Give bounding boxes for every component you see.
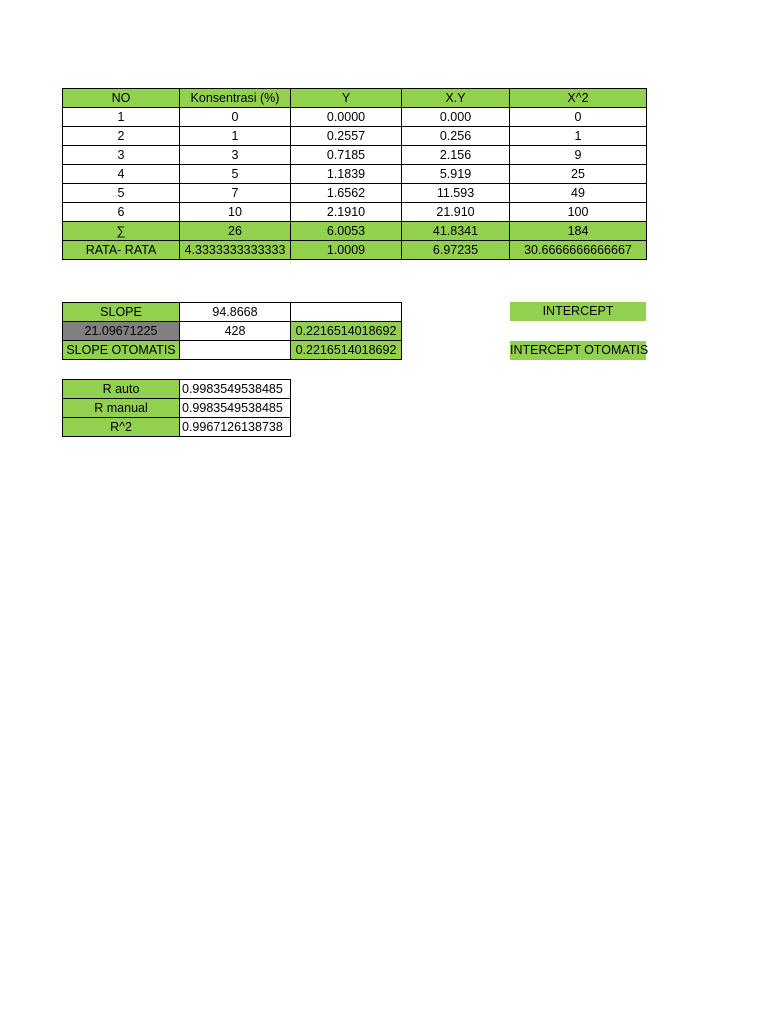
average-x2[interactable]: 30.6666666666667 bbox=[510, 241, 647, 260]
average-row bbox=[63, 241, 647, 260]
slope-auto-label[interactable]: SLOPE OTOMATIS bbox=[63, 341, 180, 360]
cell[interactable]: 1.1839 bbox=[291, 165, 402, 184]
cell[interactable]: 7 bbox=[180, 184, 291, 203]
slope-value[interactable]: 0.2216514018692 bbox=[291, 322, 402, 341]
r-auto-label[interactable]: R auto bbox=[63, 380, 180, 399]
empty-cell[interactable] bbox=[291, 303, 402, 322]
cell[interactable]: 2.1910 bbox=[291, 203, 402, 222]
r-manual-value[interactable]: 0.9983549538485 bbox=[180, 399, 291, 418]
cell[interactable]: 1.6562 bbox=[291, 184, 402, 203]
cell[interactable]: 49 bbox=[510, 184, 647, 203]
header-konsentrasi[interactable]: Konsentrasi (%) bbox=[180, 89, 291, 108]
cell[interactable]: 0.7185 bbox=[291, 146, 402, 165]
table-row bbox=[63, 146, 647, 165]
header-x2[interactable]: X^2 bbox=[510, 89, 647, 108]
cell[interactable]: 2 bbox=[63, 127, 180, 146]
table-row bbox=[63, 165, 647, 184]
cell[interactable]: 10 bbox=[180, 203, 291, 222]
cell[interactable]: 3 bbox=[180, 146, 291, 165]
cell[interactable]: 3 bbox=[63, 146, 180, 165]
slope-auto-row bbox=[63, 341, 402, 360]
sum-konsentrasi[interactable]: 26 bbox=[180, 222, 291, 241]
slope-denominator-label[interactable]: 21.09671225 bbox=[63, 322, 180, 341]
header-y[interactable]: Y bbox=[291, 89, 402, 108]
sum-row bbox=[63, 222, 647, 241]
cell[interactable]: 0.256 bbox=[402, 127, 510, 146]
slope-denominator[interactable]: 428 bbox=[180, 322, 291, 341]
r-table bbox=[62, 379, 291, 437]
r-squared-value[interactable]: 0.9967126138738 bbox=[180, 418, 291, 437]
main-table bbox=[62, 88, 647, 260]
header-row bbox=[63, 89, 647, 108]
slope-denominator-row bbox=[63, 322, 402, 341]
sum-xy[interactable]: 41.8341 bbox=[402, 222, 510, 241]
r-squared-row bbox=[63, 418, 291, 437]
table-row bbox=[63, 127, 647, 146]
cell[interactable]: 25 bbox=[510, 165, 647, 184]
r-auto-value[interactable]: 0.9983549538485 bbox=[180, 380, 291, 399]
slope-auto-value[interactable]: 0.2216514018692 bbox=[291, 341, 402, 360]
cell[interactable]: 5.919 bbox=[402, 165, 510, 184]
slope-label[interactable]: SLOPE bbox=[63, 303, 180, 322]
cell[interactable]: 11.593 bbox=[402, 184, 510, 203]
cell[interactable]: 5 bbox=[63, 184, 180, 203]
cell[interactable]: 0 bbox=[510, 108, 647, 127]
slope-row bbox=[63, 303, 402, 322]
intercept-label[interactable]: INTERCEPT bbox=[510, 302, 646, 321]
sum-y[interactable]: 6.0053 bbox=[291, 222, 402, 241]
slope-table bbox=[62, 302, 402, 360]
cell[interactable]: 6 bbox=[63, 203, 180, 222]
cell[interactable]: 4 bbox=[63, 165, 180, 184]
header-xy[interactable]: X.Y bbox=[402, 89, 510, 108]
r-auto-row bbox=[63, 380, 291, 399]
r-manual-row bbox=[63, 399, 291, 418]
header-no[interactable]: NO bbox=[63, 89, 180, 108]
r-manual-label[interactable]: R manual bbox=[63, 399, 180, 418]
cell[interactable]: 1 bbox=[180, 127, 291, 146]
intercept-auto-label[interactable]: INTERCEPT OTOMATIS bbox=[510, 341, 646, 360]
cell[interactable]: 21.910 bbox=[402, 203, 510, 222]
cell[interactable]: 0.0000 bbox=[291, 108, 402, 127]
cell[interactable]: 1 bbox=[510, 127, 647, 146]
table-row bbox=[63, 184, 647, 203]
cell[interactable]: 9 bbox=[510, 146, 647, 165]
cell[interactable]: 5 bbox=[180, 165, 291, 184]
slope-numerator[interactable]: 94.8668 bbox=[180, 303, 291, 322]
empty-cell[interactable] bbox=[180, 341, 291, 360]
cell[interactable]: 0.000 bbox=[402, 108, 510, 127]
cell[interactable]: 2.156 bbox=[402, 146, 510, 165]
average-label[interactable]: RATA- RATA bbox=[63, 241, 180, 260]
sum-symbol[interactable]: ∑ bbox=[63, 222, 180, 241]
cell[interactable]: 1 bbox=[63, 108, 180, 127]
cell[interactable]: 100 bbox=[510, 203, 647, 222]
average-y[interactable]: 1.0009 bbox=[291, 241, 402, 260]
sum-x2[interactable]: 184 bbox=[510, 222, 647, 241]
average-xy[interactable]: 6.97235 bbox=[402, 241, 510, 260]
table-row bbox=[63, 108, 647, 127]
r-squared-label[interactable]: R^2 bbox=[63, 418, 180, 437]
cell[interactable]: 0 bbox=[180, 108, 291, 127]
table-row bbox=[63, 203, 647, 222]
cell[interactable]: 0.2557 bbox=[291, 127, 402, 146]
average-konsentrasi[interactable]: 4.3333333333333 bbox=[180, 241, 291, 260]
